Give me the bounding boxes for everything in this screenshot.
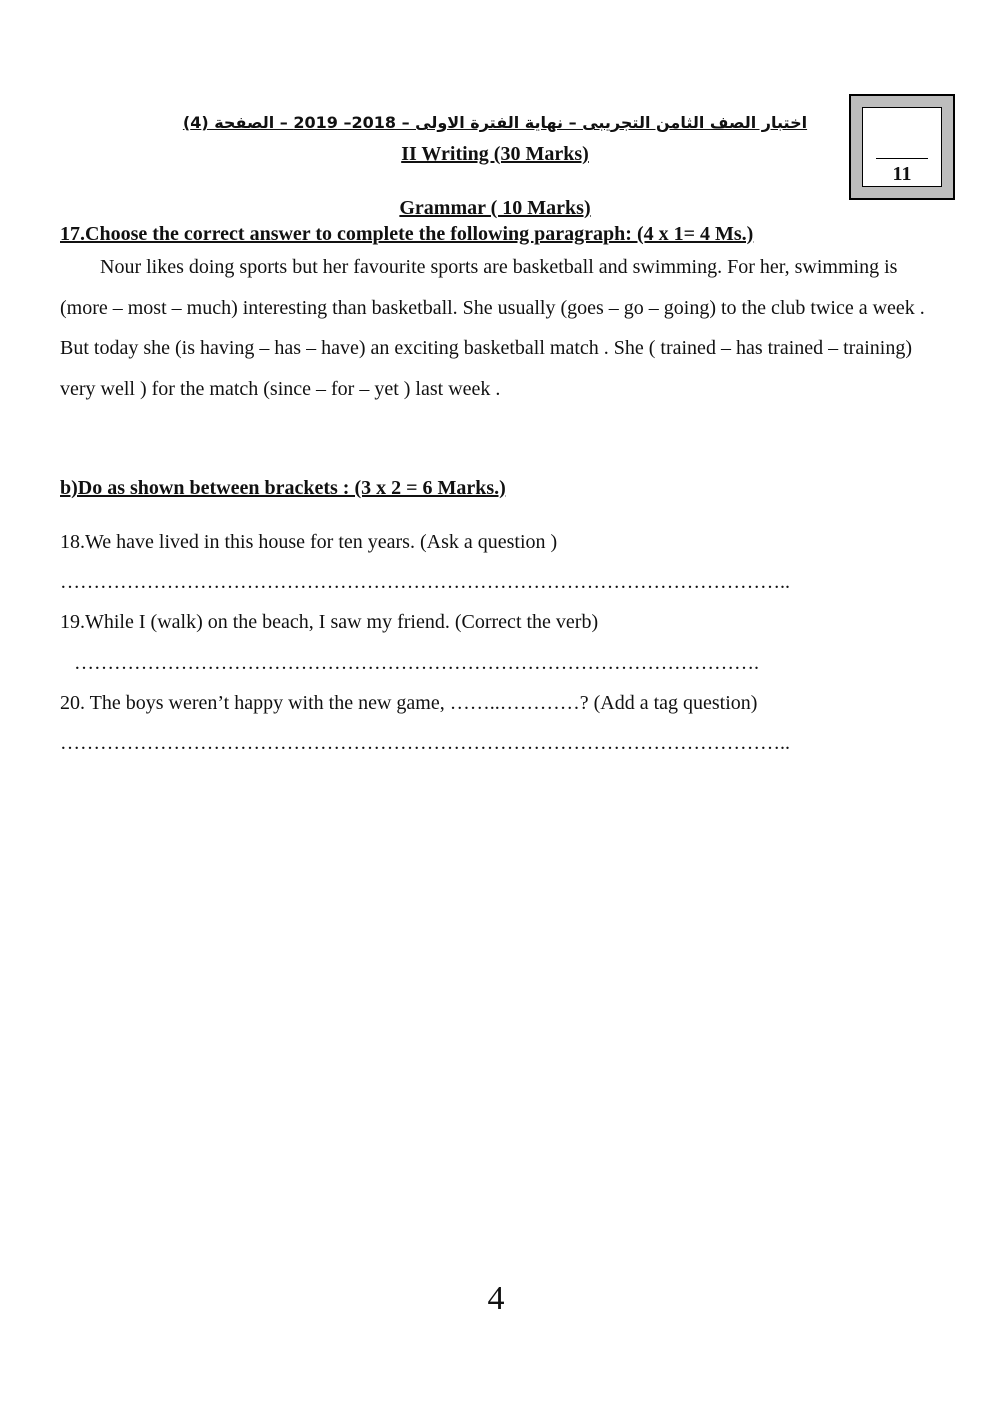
q17-instruction: 17.Choose the correct answer to complete the following paragraph: (4 x 1= 4 Ms.) (60, 223, 754, 245)
question-18: 18.We have lived in this house for ten years. (Ask a question ) (60, 531, 558, 553)
question-20: 20. The boys weren’t happy with the new game, ……..…………? (Add a tag question) (60, 692, 758, 714)
question-19: 19.While I (walk) on the beach, I saw my friend. (Correct the verb) (60, 611, 599, 633)
answer-line-19[interactable]: …………………………………………………………………………………………. (74, 652, 759, 674)
score-box-inner (862, 107, 942, 187)
score-total: 11 (892, 163, 912, 185)
section-title: II Writing (30 Marks) (401, 143, 589, 165)
score-box (849, 94, 955, 200)
page-number: 4 (487, 1280, 505, 1317)
answer-line-18[interactable]: ……………………………………………………………………………………………….. (60, 571, 790, 593)
answer-line-20[interactable]: ……………………………………………………………………………………………….. (60, 732, 790, 754)
part-b-instruction: b)Do as shown between brackets : (3 x 2 = 6 Marks.) (60, 477, 506, 499)
grammar-title: Grammar ( 10 Marks) (399, 197, 591, 219)
score-line (876, 158, 928, 159)
q17-paragraph: Nour likes doing sports but her favourite sports are basketball and swimming. For her, swimming is (more – most – much) interesting than basketball. She usually (goes – go – going) to the club twice a week . But today she (is having – has – have) an exciting basketball match . She ( trained – has trained – training) very well ) for the match (since – for – yet ) last week . (60, 256, 925, 400)
arabic-exam-title-text: اختبار الصف الثامن التجريبى – نهاية الفترة الاولى – 2018– 2019 – الصفحة (4) (182, 113, 808, 132)
arabic-exam-title (150, 113, 840, 132)
